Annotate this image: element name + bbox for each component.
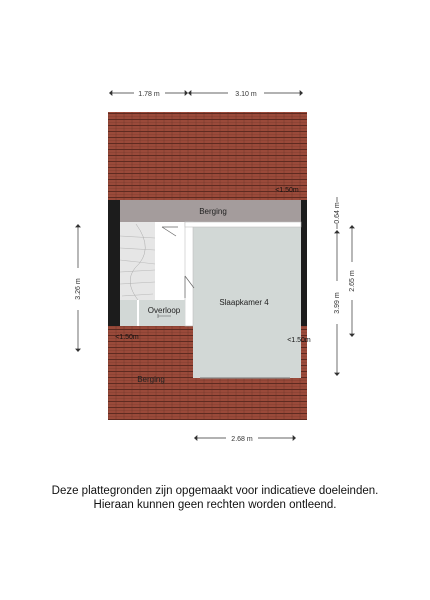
disclaimer-line-1: Deze plattegronden zijn opgemaakt voor indicatieve doeleinden.	[51, 485, 379, 497]
dim-top-left: 1.78 m	[138, 91, 160, 98]
dim-left: 3.26 m	[75, 278, 82, 300]
roof-bottom-right	[196, 376, 307, 420]
wall-right	[301, 200, 307, 326]
disclaimer	[0, 484, 430, 512]
roof-height-bottom-right: <1.50m	[287, 337, 311, 344]
room-label-berging-bottom: Berging	[137, 375, 165, 384]
room-label-slaapkamer: Slaapkamer 4	[219, 298, 269, 307]
room-label-berging-top: Berging	[199, 207, 227, 216]
roof-height-top-right: <1.50m	[275, 187, 299, 194]
dim-right-outer: 3.99 m	[334, 292, 341, 314]
slaapkamer-wall-top	[185, 222, 301, 227]
roof-height-bottom-left: <1.50m	[115, 334, 139, 341]
dim-bottom: 2.68 m	[231, 436, 253, 443]
dim-right-upper: 0.64 m	[334, 202, 341, 224]
wall-left	[108, 200, 120, 326]
dim-right-inner: 2.65 m	[349, 270, 356, 292]
disclaimer-line-2: Hieraan kunnen geen rechten worden ontleend.	[93, 499, 337, 511]
room-label-overloop: Overloop	[147, 306, 181, 315]
stair-area	[120, 222, 155, 300]
slaapkamer-wall-left	[185, 222, 193, 326]
door-swing-top	[162, 227, 178, 236]
dim-top-right: 3.10 m	[235, 91, 257, 98]
overloop-wall	[137, 300, 139, 326]
